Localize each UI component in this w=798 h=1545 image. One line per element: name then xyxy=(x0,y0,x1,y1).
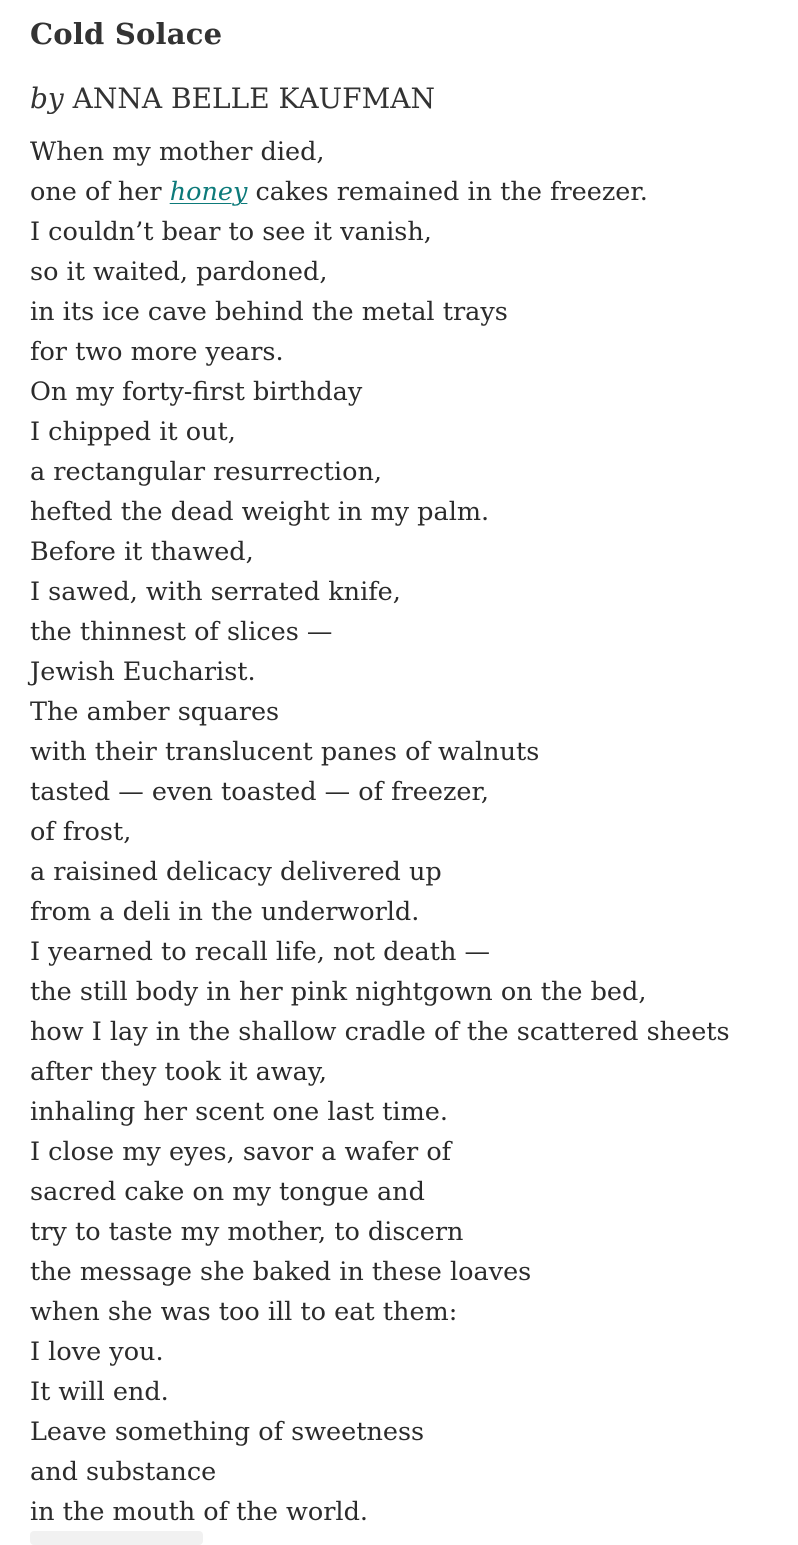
poem-line: so it waited, pardoned, xyxy=(30,257,328,287)
poem-line: in the mouth of the world. xyxy=(30,1497,368,1527)
byline xyxy=(30,79,435,119)
poem-line: the still body in her pink nightgown on the bed, xyxy=(30,977,647,1007)
poem-line: sacred cake on my tongue and xyxy=(30,1177,425,1207)
poem-line: When my mother died, xyxy=(30,137,325,167)
poem-body xyxy=(30,132,730,1532)
poem-line: try to taste my mother, to discern xyxy=(30,1217,464,1247)
poem-line: in its ice cave behind the metal trays xyxy=(30,297,508,327)
poem-line: the message she baked in these loaves xyxy=(30,1257,532,1287)
poem-line: hefted the dead weight in my palm. xyxy=(30,497,490,527)
author-name: ANNA BELLE KAUFMAN xyxy=(72,82,435,115)
byline-prefix: by xyxy=(30,82,64,115)
poem-line: On my forty-first birthday xyxy=(30,377,363,407)
poem-line: It will end. xyxy=(30,1377,169,1407)
poem-line: of frost, xyxy=(30,817,132,847)
poem-line: a raisined delicacy delivered up xyxy=(30,857,442,887)
poem-line: the thinnest of slices — xyxy=(30,617,333,647)
poem-line: and substance xyxy=(30,1457,217,1487)
poem-line: for two more years. xyxy=(30,337,284,367)
poem-line: I yearned to recall life, not death — xyxy=(30,937,490,967)
poem-line: inhaling her scent one last time. xyxy=(30,1097,448,1127)
poem-line: tasted — even toasted — of freezer, xyxy=(30,777,490,807)
poem-line-text: one of her xyxy=(30,177,170,207)
poem-line: I close my eyes, savor a wafer of xyxy=(30,1137,452,1167)
poem-line: Leave something of sweetness xyxy=(30,1417,425,1447)
poem-line-text: cakes remained in the freezer. xyxy=(247,177,648,207)
poem-line: I love you. xyxy=(30,1337,164,1367)
poem-line: with their translucent panes of walnuts xyxy=(30,737,540,767)
poem-line: when she was too ill to eat them: xyxy=(30,1297,458,1327)
poem-line: after they took it away, xyxy=(30,1057,327,1087)
poem-line: I chipped it out, xyxy=(30,417,236,447)
poem-line-with-link xyxy=(30,172,730,212)
poem-line: a rectangular resurrection, xyxy=(30,457,382,487)
poem-line: Jewish Eucharist. xyxy=(30,657,256,687)
honey-link[interactable]: honey xyxy=(169,177,248,207)
poem-line: from a deli in the underworld. xyxy=(30,897,420,927)
next-section-placeholder xyxy=(30,1531,203,1545)
poem-line: I sawed, with serrated knife, xyxy=(30,577,401,607)
poem-line: Before it thawed, xyxy=(30,537,254,567)
poem-line: The amber squares xyxy=(30,697,280,727)
poem-line: how I lay in the shallow cradle of the scattered sheets xyxy=(30,1017,730,1047)
poem-title: Cold Solace xyxy=(30,17,223,51)
poem-line: I couldn’t bear to see it vanish, xyxy=(30,217,432,247)
